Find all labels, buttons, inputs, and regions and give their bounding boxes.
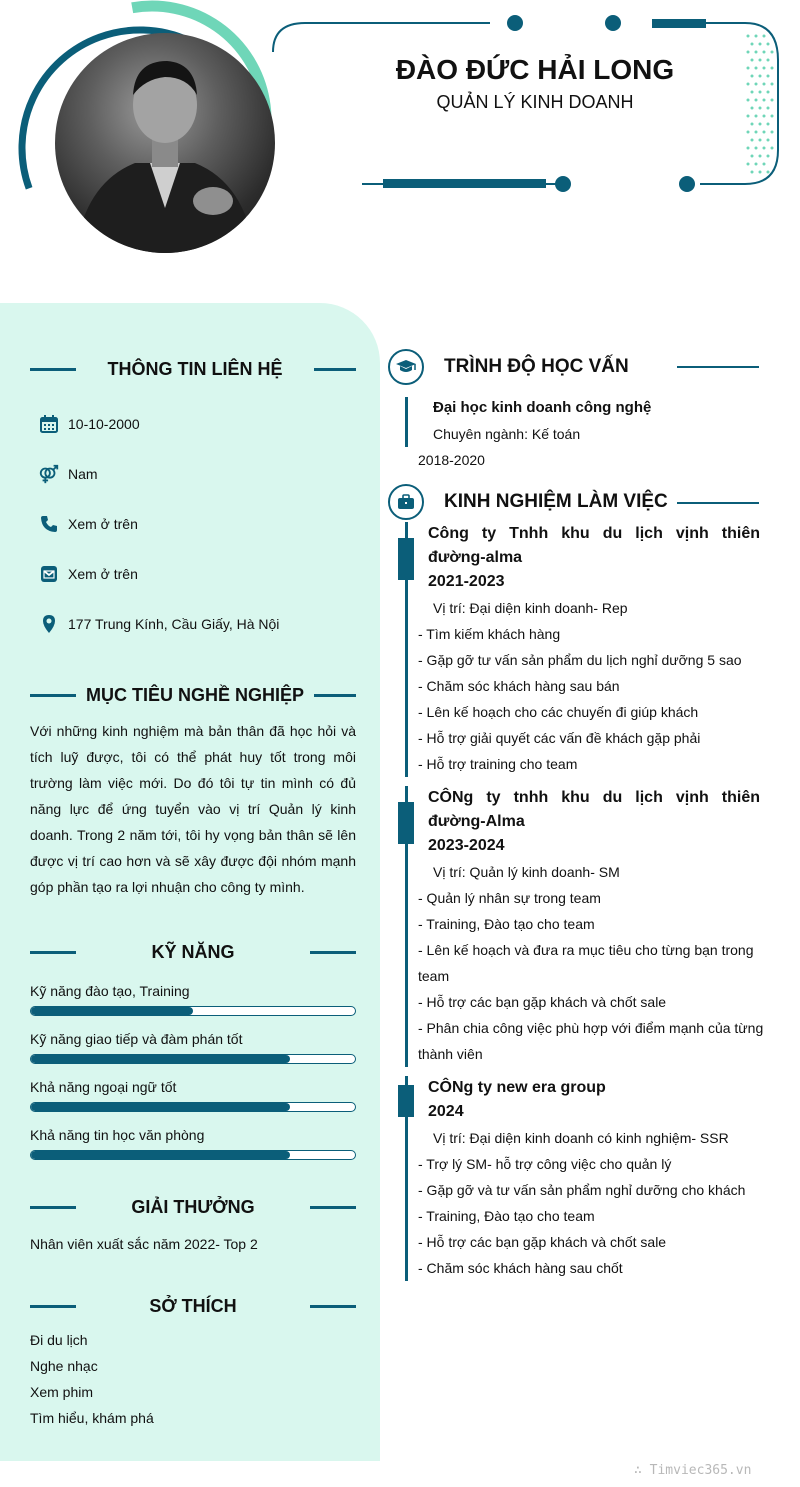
cv-header bbox=[0, 0, 800, 300]
contact-gender: Nam bbox=[38, 463, 98, 485]
job-task: - Gặp gỡ và tư vấn sản phẩm nghỉ dưỡng cho khách bbox=[418, 1182, 746, 1198]
hobby-item: Nghe nhạc bbox=[30, 1358, 98, 1374]
education-timeline bbox=[405, 397, 408, 447]
awards-heading: GIẢI THƯỞNG bbox=[30, 1192, 356, 1222]
education-major: Chuyên ngành: Kế toán bbox=[433, 426, 581, 442]
objective-text: Với những kinh nghiệm mà bản thân đã học hỏi và tích luỹ được, tôi có thể phát huy tốt trong môi trường làm việc mới. Do đó tôi tự tin mình có đủ năng lực để ứng tuyển vào vị trí Quản lý kinh doanh. Trong 2 năm tới, tôi hy vọng bản thân sẽ lên được vị trí cao hơn và sẽ xây được đội nhóm mạnh góp phần tạo ra lợi nhuận cho công ty mình. bbox=[30, 723, 356, 895]
education-heading: TRÌNH ĐỘ HỌC VẤN bbox=[388, 349, 629, 385]
job-task: - Trợ lý SM- hỗ trợ công việc cho quản lý bbox=[418, 1156, 672, 1172]
award-item: Nhân viên xuất sắc năm 2022- Top 2 bbox=[30, 1236, 258, 1252]
skill-bar-fill bbox=[31, 1103, 290, 1111]
experience-heading-line bbox=[677, 502, 759, 504]
skill-bar-fill bbox=[31, 1007, 193, 1015]
job-marker bbox=[398, 538, 414, 580]
contact-email: Xem ở trên bbox=[38, 563, 138, 585]
job-task: - Lên kế hoạch cho các chuyến đi giúp khách bbox=[418, 704, 699, 720]
calendar-icon bbox=[38, 413, 60, 435]
experience-heading: KINH NGHIỆM LÀM VIỆC bbox=[388, 484, 668, 520]
hobby-item: Đi du lịch bbox=[30, 1332, 88, 1348]
skill-name: Khả năng ngoại ngữ tốt bbox=[30, 1079, 177, 1095]
job-task: - Chăm sóc khách hàng sau chốt bbox=[418, 1260, 623, 1276]
job-task: - Lên kế hoạch và đưa ra mục tiêu cho từng bạn trong bbox=[418, 942, 754, 958]
job-task: - Tìm kiếm khách hàng bbox=[418, 626, 561, 642]
hobby-item: Xem phim bbox=[30, 1384, 94, 1400]
job-task: - Hỗ trợ các bạn gặp khách và chốt sale bbox=[418, 994, 667, 1010]
job-task: thành viên bbox=[418, 1046, 483, 1062]
dot-pattern bbox=[747, 35, 774, 174]
watermark: ∴ Timviec365.vn bbox=[634, 1463, 752, 1478]
objective-heading: MỤC TIÊU NGHỀ NGHIỆP bbox=[30, 680, 356, 710]
job-task: - Training, Đào tạo cho team bbox=[418, 916, 595, 932]
job-task: - Training, Đào tạo cho team bbox=[418, 1208, 595, 1224]
job-task: team bbox=[418, 968, 450, 984]
job-task: - Hỗ trợ giải quyết các vấn đề khách gặp phải bbox=[418, 730, 701, 746]
contact-dob: 10-10-2000 bbox=[38, 413, 140, 435]
job-task: - Quản lý nhân sự trong team bbox=[418, 890, 601, 906]
job-marker bbox=[398, 802, 414, 844]
contact-heading: THÔNG TIN LIÊN HỆ bbox=[30, 354, 356, 384]
education-years: 2018-2020 bbox=[418, 452, 485, 468]
job-company: Công ty Tnhh khu du lịch vịnh thiên đường-alma bbox=[428, 525, 760, 566]
job-task: - Gặp gỡ tư vấn sản phẩm du lịch nghỉ dưỡng 5 sao bbox=[418, 652, 742, 668]
job-position: Vị trí: Đại diện kinh doanh có kinh nghiệm- SSR bbox=[433, 1130, 729, 1146]
skills-heading: KỸ NĂNG bbox=[30, 937, 356, 967]
phone-icon bbox=[38, 513, 60, 535]
job-task: - Chăm sóc khách hàng sau bán bbox=[418, 678, 620, 694]
education-heading-line bbox=[677, 366, 759, 368]
job-period: 2024 bbox=[428, 1103, 464, 1120]
gender-icon bbox=[38, 463, 60, 485]
education-school: Đại học kinh doanh công nghệ bbox=[433, 399, 652, 416]
skill-bar-fill bbox=[31, 1055, 290, 1063]
skill-bar bbox=[30, 1102, 356, 1112]
graduation-cap-icon bbox=[388, 349, 424, 385]
job-task: - Phân chia công việc phù hợp với điểm mạnh của từng bbox=[418, 1020, 764, 1036]
candidate-name: ĐÀO ĐỨC HẢI LONG bbox=[395, 54, 675, 85]
hobbies-heading: SỞ THÍCH bbox=[30, 1291, 356, 1321]
email-icon bbox=[38, 563, 60, 585]
skill-name: Khả năng tin học văn phòng bbox=[30, 1127, 205, 1143]
skill-bar bbox=[30, 1054, 356, 1064]
contact-address: 177 Trung Kính, Cầu Giấy, Hà Nội bbox=[38, 613, 279, 635]
job-position: Vị trí: Quản lý kinh doanh- SM bbox=[433, 864, 620, 880]
hobby-item: Tìm hiểu, khám phá bbox=[30, 1410, 154, 1426]
skill-bar bbox=[30, 1150, 356, 1160]
contact-phone: Xem ở trên bbox=[38, 513, 138, 535]
job-period: 2023-2024 bbox=[428, 837, 505, 854]
briefcase-icon bbox=[388, 484, 424, 520]
job-position: Vị trí: Đại diện kinh doanh- Rep bbox=[433, 600, 628, 616]
skill-bar bbox=[30, 1006, 356, 1016]
job-task: - Hỗ trợ các bạn gặp khách và chốt sale bbox=[418, 1234, 667, 1250]
job-company: CÔNg ty tnhh khu du lịch vịnh thiên đường-Alma bbox=[428, 789, 760, 830]
skill-name: Kỹ năng đào tạo, Training bbox=[30, 983, 190, 999]
location-icon bbox=[38, 613, 60, 635]
skill-name: Kỹ năng giao tiếp và đàm phán tốt bbox=[30, 1031, 243, 1047]
candidate-title: QUẢN LÝ KINH DOANH bbox=[436, 92, 634, 112]
job-marker bbox=[398, 1085, 414, 1117]
job-company: CÔNg ty new era group bbox=[428, 1079, 606, 1096]
job-period: 2021-2023 bbox=[428, 573, 505, 590]
job-task: - Hỗ trợ training cho team bbox=[418, 756, 578, 772]
profile-photo bbox=[55, 33, 275, 253]
skill-bar-fill bbox=[31, 1151, 290, 1159]
